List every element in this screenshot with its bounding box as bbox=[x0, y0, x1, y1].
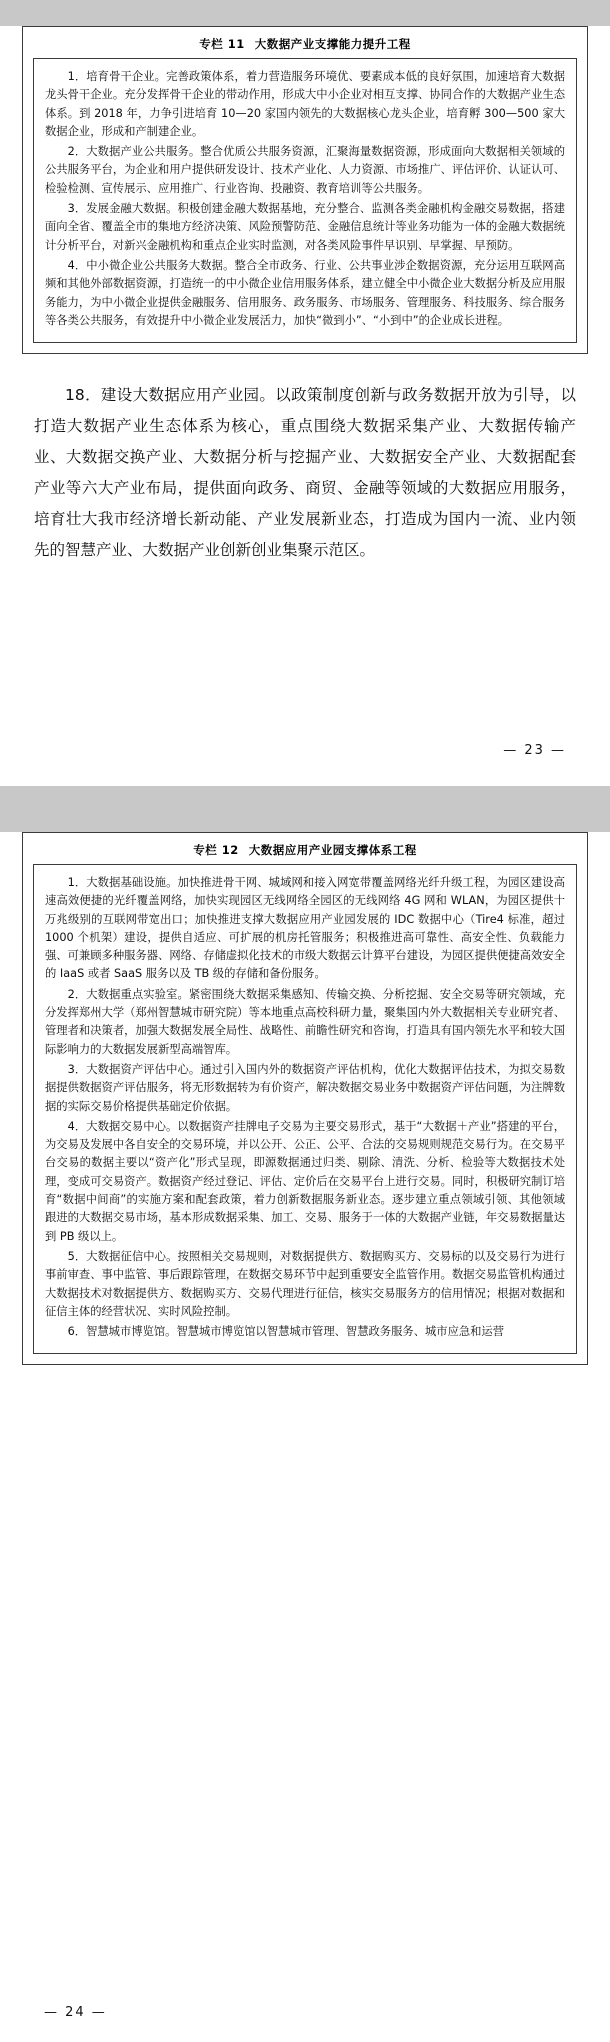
feature-box-12-heading: 大数据应用产业园支撑体系工程 bbox=[248, 843, 417, 857]
feature-paragraph: 4．中小微企业公共服务大数据。整合全市政务、行业、公共事业涉企数据资源，充分运用互联网高频和其他外部数据资源，打造统一的中小微企业信用服务体系，建立健全中小微企业大数据分析及应用服务能力，为中小微企业提供金融服务、信用服务、政务服务、市场服务、管理服务、科技服务、综合服务等各类公共服务，有效提升中小微企业发展活力，加快“微到小”、“小到中”的企业成长进程。 bbox=[45, 258, 565, 327]
feature-box-12-title bbox=[23, 833, 587, 864]
feature-paragraph: 5．大数据征信中心。按照相关交易规则，对数据提供方、数据购买方、交易标的以及交易行为进行事前审查、事中监管、事后跟踪管理，在数据交易环节中起到重要安全监管作用。数据交易监管机构通过大数据技术对数据提供方、数据购买方、交易代理进行征信，核实交易服务方的信用情况；根据对数据和征信主体的经营状况、实时风险控制。 bbox=[45, 1249, 565, 1318]
feature-paragraph: 3．大数据资产评估中心。通过引入国内外的数据资产评估机构，优化大数据评估技术，为拟交易数据提供数据资产评估服务，将无形数据转为有价资产，解决数据交易业务中数据资产评估问题，为注牌数据的实际交易价格提供基础定价依据。 bbox=[45, 1062, 565, 1113]
document-page-23 bbox=[0, 26, 610, 786]
feature-box-11-title bbox=[23, 27, 587, 58]
feature-paragraph: 4．大数据交易中心。以数据资产挂牌电子交易为主要交易形式，基于“大数据＋产业”搭建的平台，为交易及发展中各自安全的交易环境，并以公开、公正、公平、合法的交易规则规范交易行为。在交易平台交易的数据主要以“资产化”形式呈现，即源数据通过归类、剔除、清洗、分析、检验等大数据技术处理，变成可交易资产。数据资产经过登记、评估、定价后在交易平台上进行交易。同时，积极研究制订培育“数据中间商”的实施方案和配套政策，着力创新数据服务新业态。逐步建立重点领域引领、其他领域跟进的大数据交易市场，基本形成数据采集、加工、交易、服务于一体的大数据产业链，年交易数据量达到 PB 级以上。 bbox=[45, 1119, 565, 1243]
feature-box-11-label: 专栏 11 bbox=[199, 37, 245, 51]
feature-box-12-body bbox=[33, 864, 577, 1354]
feature-box-11 bbox=[22, 26, 588, 354]
feature-box-12-label: 专栏 12 bbox=[193, 843, 239, 857]
feature-paragraph: 3．发展金融大数据。积极创建金融大数据基地，充分整合、监测各类金融机构金融交易数据，搭建面向全省、覆盖全市的集地方经济决策、风险预警防范、金融信息统计等业务功能为一体的金融大数据统计分析平台，对新兴金融机构和重点企业实时监测，对各类风险事件早识别、早掌握、早预防。 bbox=[45, 202, 565, 252]
body-paragraph-18: 18．建设大数据应用产业园。以政策制度创新与政务数据开放为引导，以打造大数据产业生态体系为核心，重点围绕大数据采集产业、大数据传输产业、大数据交换产业、大数据分析与挖掘产业、大数据安全产业、大数据配套产业等六大产业布局，提供面向政务、商贸、金融等领域的大数据应用服务，培育壮大我市经济增长新动能、产业发展新业态，打造成为国内一流、业内领先的智慧产业、大数据产业创新创业集聚示范区。 bbox=[34, 386, 576, 560]
page-number: — 24 — bbox=[44, 2005, 107, 2020]
feature-box-11-body bbox=[33, 58, 577, 343]
feature-paragraph: 2．大数据产业公共服务。整合优质公共服务资源，汇聚海量数据资源，形成面向大数据相关领域的公共服务平台，为企业和用户提供研发设计、技术产业化、人力资源、市场推广、评估评价、认证认可、检验检测、宣传展示、应用推广、行业咨询、投融资、教育培训等公共服务。 bbox=[45, 145, 565, 195]
page-number: — 23 — bbox=[503, 743, 566, 758]
feature-box-12 bbox=[22, 832, 588, 1365]
document-page-24 bbox=[0, 832, 610, 2042]
feature-paragraph: 1．大数据基础设施。加快推进骨干网、城域网和接入网宽带覆盖网络光纤升级工程，为园区建设高速高效便捷的光纤覆盖网络，加快实现园区无线网络全园区的无线网络 4G 网和 WLAN，为园区提供十万兆级别的互联网带宽出口；加快推进支撑大数据应用产业园发展的 IDC 数据中心（Tire4 标准，超过 1000 个机架）建设，提供自适应、可扩展的机房托管服务；积极推进高可靠性、高安全性、负载能力强、可兼顾多种服务器、网络、存储虚拟化技术的市级大数据云计算平台建设，为园区提供便捷高效安全的 IaaS 或者 SaaS 服务以及 TB 级的存储和备份服务。 bbox=[45, 876, 565, 981]
feature-paragraph: 1．培育骨干企业。完善政策体系，着力营造服务环境优、要素成本低的良好氛围，加速培育大数据龙头骨干企业。充分发挥骨干企业的带动作用，形成大中小企业对相互支撑、协同合作的大数据产业生态体系。到 2018 年，力争引进培育 10—20 家国内领先的大数据核心龙头企业，培育孵 300—500 家大数据企业，形成和产制建企业。 bbox=[45, 70, 565, 138]
feature-box-11-heading: 大数据产业支撑能力提升工程 bbox=[254, 37, 411, 51]
page-separator bbox=[0, 786, 610, 806]
feature-paragraph: 6．智慧城市博览馆。智慧城市博览馆以智慧城市管理、智慧政务服务、城市应急和运营 bbox=[67, 1325, 505, 1339]
feature-paragraph: 2．大数据重点实验室。紧密围绕大数据采集感知、传输交换、分析挖掘、安全交易等研究领域，充分发挥郑州大学（郑州智慧城市研究院）等本地重点高校科研力量，聚集国内外大数据相关专业研究者、管理者和决策者，加强大数据发展全局性、战略性、前瞻性研究和咨询，打造具有国内领先水平和较大国际影响力的大数据发展新型高端智库。 bbox=[45, 987, 565, 1056]
